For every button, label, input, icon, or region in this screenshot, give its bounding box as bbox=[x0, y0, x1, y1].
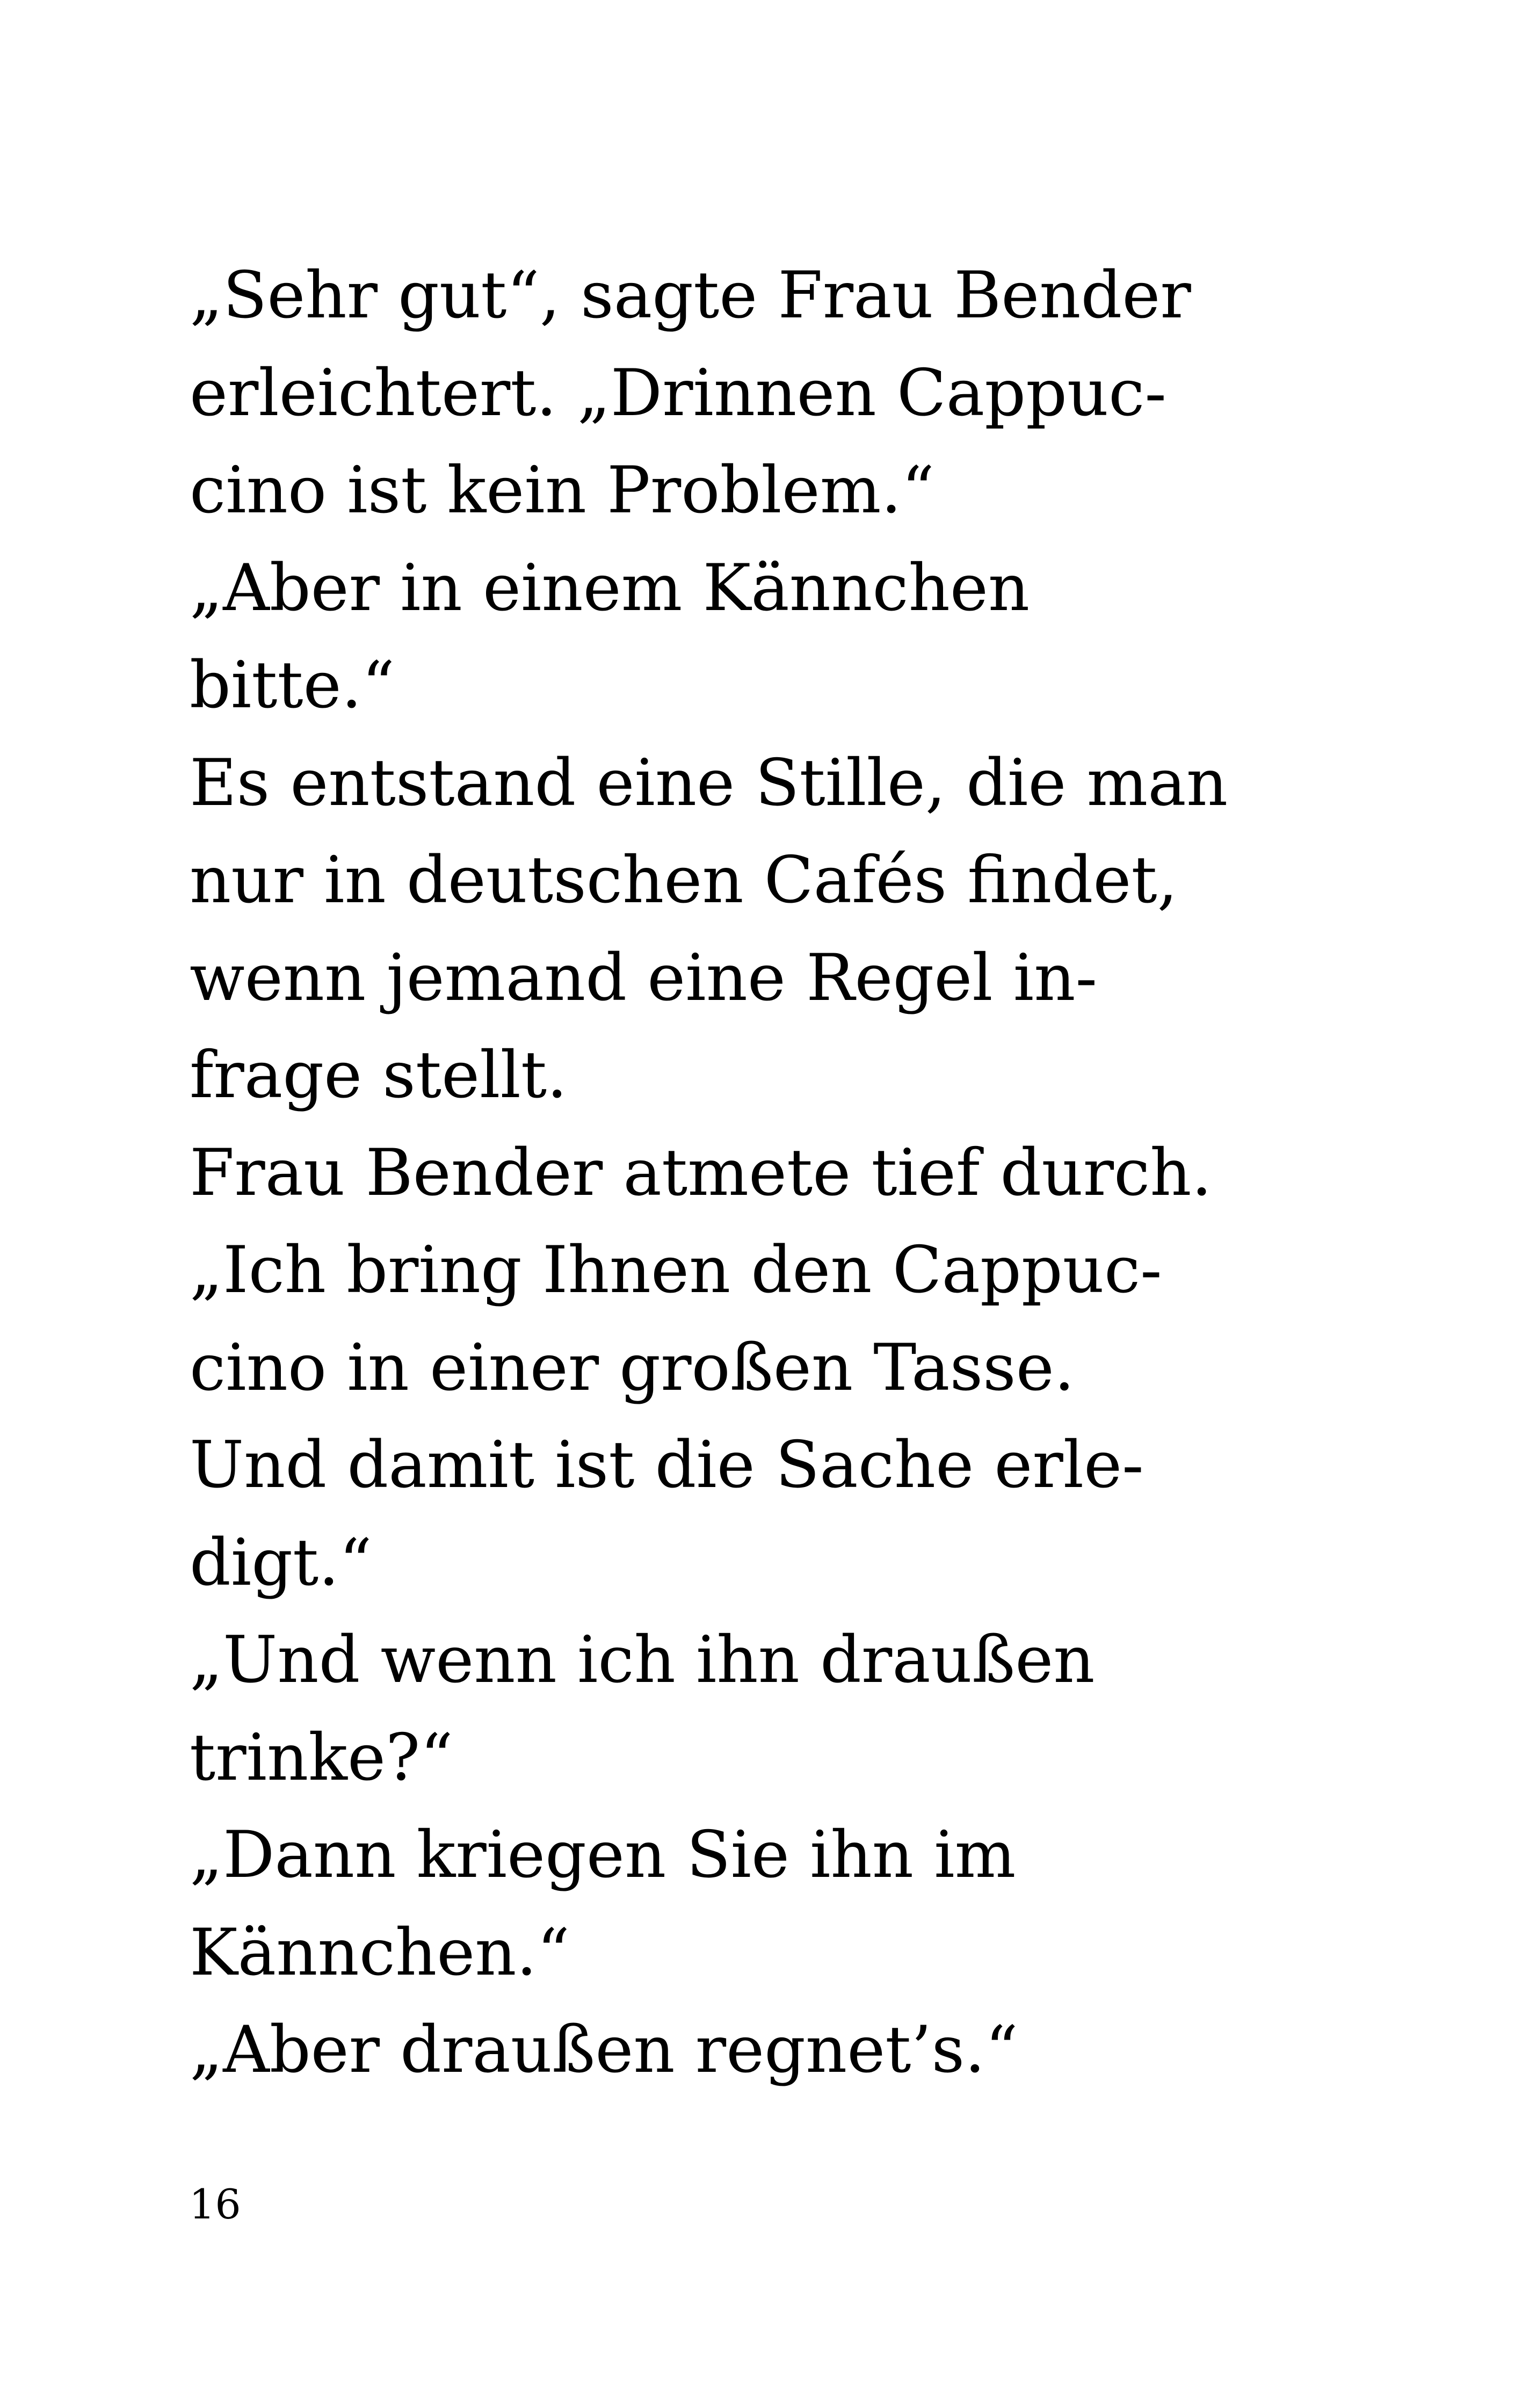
text-line: digt.“ bbox=[190, 1525, 372, 1600]
text-line: wenn jemand eine Regel in- bbox=[190, 940, 1098, 1016]
text-line: Und damit ist die Sache erle- bbox=[190, 1428, 1144, 1503]
text-line: bitte.“ bbox=[190, 648, 395, 723]
text-line: „Und wenn ich ihn draußen bbox=[190, 1623, 1095, 1698]
text-line: trinke?“ bbox=[190, 1720, 453, 1795]
text-line: „Sehr gut“, sagte Frau Bender bbox=[190, 258, 1191, 333]
text-line: cino in einer großen Tasse. bbox=[190, 1330, 1075, 1405]
text-line: Kännchen.“ bbox=[190, 1915, 570, 1990]
text-line: Frau Bender atmete tief durch. bbox=[190, 1135, 1212, 1210]
text-line: Es entstand eine Stille, die man bbox=[190, 745, 1228, 821]
page-number: 16 bbox=[189, 2180, 241, 2228]
body-text bbox=[190, 247, 1344, 2099]
text-line: „Aber in einem Kännchen bbox=[190, 550, 1030, 626]
text-line: „Aber draußen regnet’s.“ bbox=[190, 2013, 1018, 2087]
text-line: nur in deutschen Cafés findet, bbox=[190, 843, 1178, 918]
text-line: „Ich bring Ihnen den Cappuc- bbox=[190, 1233, 1162, 1308]
text-line: erleichtert. „Drinnen Cappuc- bbox=[190, 356, 1166, 431]
text-line: cino ist kein Problem.“ bbox=[190, 453, 934, 528]
text-line: frage stellt. bbox=[190, 1038, 568, 1113]
text-line: „Dann kriegen Sie ihn im bbox=[190, 1818, 1016, 1892]
